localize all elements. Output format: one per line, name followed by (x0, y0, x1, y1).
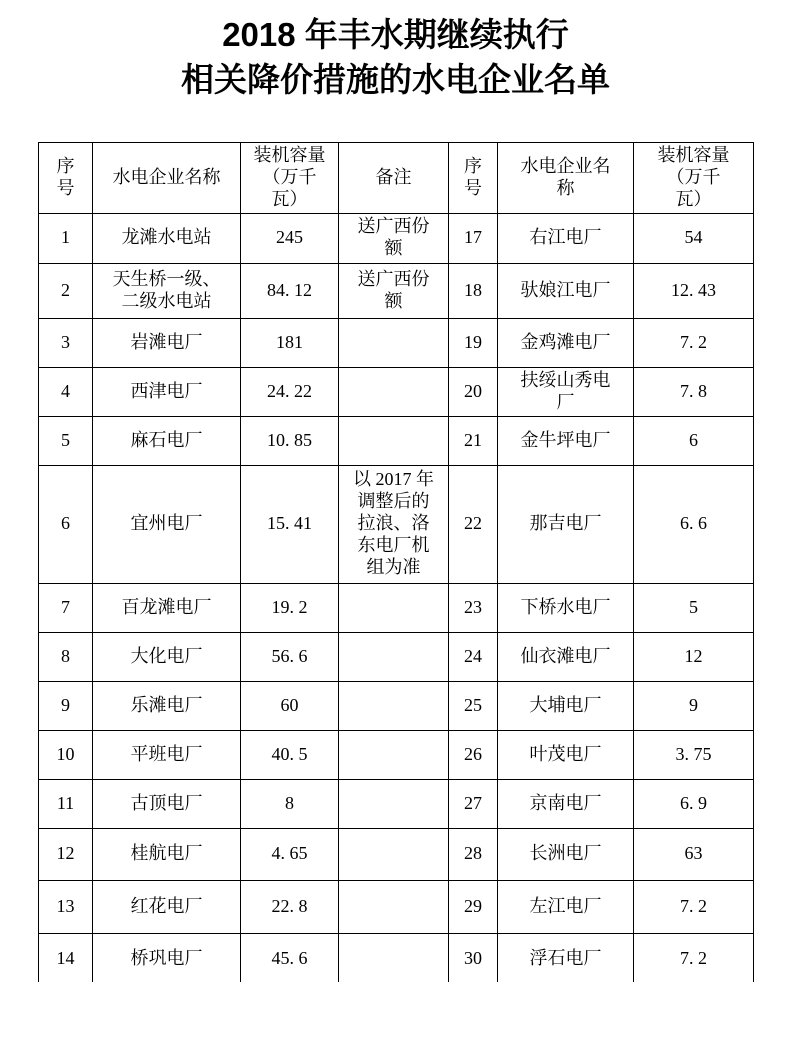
cell-enterprise-left (93, 730, 241, 779)
cell-enterprise-left (93, 933, 241, 982)
cell-enterprise-right-text: 大埔电厂 (529, 694, 602, 715)
document-title-line2: 相关降价措施的水电企业名单 (181, 61, 610, 98)
cell-enterprise-left (93, 880, 241, 933)
cell-serial-right: 22 (449, 465, 498, 583)
table-row (39, 318, 754, 367)
cell-serial-left: 7 (39, 583, 93, 632)
cell-enterprise-right-text: 右江电厂 (529, 227, 602, 248)
cell-serial-left: 11 (39, 779, 93, 828)
cell-enterprise-right-text: 浮石电厂 (529, 948, 602, 969)
cell-serial-left: 8 (39, 632, 93, 681)
hydropower-table (38, 142, 754, 982)
cell-remark (339, 828, 449, 880)
cell-enterprise-right-text: 下桥水电厂 (520, 596, 611, 617)
cell-enterprise-right-text: 驮娘江电厂 (520, 279, 611, 300)
cell-enterprise-right-text: 长洲电厂 (529, 843, 602, 864)
cell-serial-left: 13 (39, 880, 93, 933)
header-capacity-right: 装机容量（万千瓦） (634, 143, 754, 214)
cell-capacity-left: 24. 22 (241, 367, 339, 416)
cell-remark (339, 933, 449, 982)
cell-enterprise-left (93, 465, 241, 583)
cell-capacity-left: 181 (241, 318, 339, 367)
table-row (39, 632, 754, 681)
cell-enterprise-left-text: 红花电厂 (130, 895, 203, 916)
hydropower-table-container (38, 142, 755, 982)
cell-enterprise-right-text: 金牛坪电厂 (520, 429, 611, 450)
cell-enterprise-left-text: 宜州电厂 (130, 513, 203, 534)
cell-serial-left: 10 (39, 730, 93, 779)
cell-serial-left: 4 (39, 367, 93, 416)
cell-remark (339, 367, 449, 416)
cell-capacity-left: 60 (241, 681, 339, 730)
cell-capacity-right: 7. 2 (634, 933, 754, 982)
cell-serial-left: 5 (39, 416, 93, 465)
cell-enterprise-right (498, 779, 634, 828)
cell-remark (339, 632, 449, 681)
cell-capacity-left: 19. 2 (241, 583, 339, 632)
cell-enterprise-left (93, 828, 241, 880)
cell-enterprise-left-text: 平班电厂 (130, 743, 203, 764)
cell-capacity-left: 8 (241, 779, 339, 828)
cell-enterprise-left-text: 西津电厂 (130, 380, 203, 401)
cell-remark-text: 以 2017 年调整后的拉浪、洛东电厂机组为准 (353, 469, 434, 578)
cell-serial-right: 27 (449, 779, 498, 828)
document-title (0, 12, 791, 102)
cell-enterprise-right (498, 828, 634, 880)
cell-enterprise-left-text: 百龙滩电厂 (121, 596, 212, 617)
cell-enterprise-right-text: 叶茂电厂 (529, 743, 602, 764)
cell-remark (339, 416, 449, 465)
cell-enterprise-left (93, 318, 241, 367)
cell-capacity-right: 7. 2 (634, 880, 754, 933)
cell-enterprise-right (498, 933, 634, 982)
cell-capacity-right: 12 (634, 632, 754, 681)
cell-serial-right: 28 (449, 828, 498, 880)
cell-enterprise-right (498, 730, 634, 779)
table-row (39, 367, 754, 416)
cell-capacity-left: 4. 65 (241, 828, 339, 880)
cell-enterprise-left (93, 681, 241, 730)
cell-remark (339, 318, 449, 367)
cell-serial-right: 24 (449, 632, 498, 681)
cell-serial-right: 23 (449, 583, 498, 632)
cell-remark (339, 213, 449, 263)
cell-capacity-right: 6 (634, 416, 754, 465)
cell-enterprise-left-text: 龙滩水电站 (121, 227, 212, 248)
cell-enterprise-right-text: 左江电厂 (529, 895, 602, 916)
cell-enterprise-right-text: 京南电厂 (529, 792, 602, 813)
table-row (39, 416, 754, 465)
cell-capacity-left: 56. 6 (241, 632, 339, 681)
cell-enterprise-left-text: 桥巩电厂 (130, 948, 203, 969)
cell-serial-left: 14 (39, 933, 93, 982)
table-row (39, 213, 754, 263)
cell-enterprise-left (93, 583, 241, 632)
cell-enterprise-left (93, 632, 241, 681)
table-row (39, 681, 754, 730)
cell-enterprise-right (498, 880, 634, 933)
document-title-line1: 2018 年丰水期继续执行 (222, 16, 569, 53)
cell-capacity-right: 6. 6 (634, 465, 754, 583)
cell-capacity-right: 7. 8 (634, 367, 754, 416)
cell-capacity-right: 7. 2 (634, 318, 754, 367)
table-row (39, 828, 754, 880)
cell-enterprise-left-text: 大化电厂 (130, 645, 203, 666)
cell-serial-left: 3 (39, 318, 93, 367)
cell-enterprise-left-text: 桂航电厂 (130, 843, 203, 864)
cell-capacity-left: 245 (241, 213, 339, 263)
header-name-left: 水电企业名称 (93, 143, 241, 214)
table-row (39, 880, 754, 933)
table-body (39, 213, 754, 982)
cell-serial-right: 21 (449, 416, 498, 465)
cell-capacity-right: 6. 9 (634, 779, 754, 828)
table-row (39, 263, 754, 318)
cell-capacity-left: 15. 41 (241, 465, 339, 583)
cell-capacity-left: 22. 8 (241, 880, 339, 933)
table-row (39, 583, 754, 632)
cell-serial-right: 17 (449, 213, 498, 263)
cell-enterprise-left (93, 416, 241, 465)
cell-capacity-right: 54 (634, 213, 754, 263)
cell-capacity-left: 10. 85 (241, 416, 339, 465)
cell-serial-right: 18 (449, 263, 498, 318)
cell-serial-right: 19 (449, 318, 498, 367)
cell-capacity-right: 9 (634, 681, 754, 730)
cell-remark-text: 送广西份额 (357, 216, 430, 259)
cell-capacity-right: 63 (634, 828, 754, 880)
cell-serial-left: 6 (39, 465, 93, 583)
cell-enterprise-left-text: 古顶电厂 (130, 792, 203, 813)
cell-capacity-left: 40. 5 (241, 730, 339, 779)
header-row (39, 143, 754, 214)
header-no-left: 序号 (39, 143, 93, 214)
cell-serial-right: 25 (449, 681, 498, 730)
cell-remark (339, 681, 449, 730)
table-row (39, 465, 754, 583)
cell-serial-right: 30 (449, 933, 498, 982)
cell-enterprise-right (498, 465, 634, 583)
cell-enterprise-right-text: 金鸡滩电厂 (520, 331, 611, 352)
cell-enterprise-left (93, 263, 241, 318)
cell-enterprise-left (93, 367, 241, 416)
cell-serial-left: 2 (39, 263, 93, 318)
header-capacity-left: 装机容量（万千瓦） (241, 143, 339, 214)
cell-enterprise-right (498, 681, 634, 730)
cell-enterprise-right-text: 仙衣滩电厂 (520, 645, 611, 666)
cell-serial-left: 12 (39, 828, 93, 880)
table-row (39, 730, 754, 779)
cell-remark (339, 730, 449, 779)
cell-capacity-left: 45. 6 (241, 933, 339, 982)
cell-remark-text: 送广西份额 (357, 268, 430, 311)
cell-serial-right: 26 (449, 730, 498, 779)
cell-enterprise-right (498, 318, 634, 367)
cell-enterprise-left-text: 天生桥一级、二级水电站 (112, 268, 221, 311)
cell-serial-right: 20 (449, 367, 498, 416)
cell-enterprise-right (498, 416, 634, 465)
cell-enterprise-left (93, 213, 241, 263)
cell-capacity-right: 3. 75 (634, 730, 754, 779)
cell-enterprise-right-text: 扶绥山秀电厂 (520, 369, 611, 412)
cell-enterprise-right (498, 632, 634, 681)
header-no-right: 序号 (449, 143, 498, 214)
cell-serial-left: 1 (39, 213, 93, 263)
cell-remark (339, 880, 449, 933)
table-row (39, 779, 754, 828)
cell-enterprise-left-text: 乐滩电厂 (130, 694, 203, 715)
cell-enterprise-left-text: 麻石电厂 (130, 429, 203, 450)
cell-enterprise-left-text: 岩滩电厂 (130, 331, 203, 352)
header-name-right: 水电企业名称 (498, 143, 634, 214)
cell-remark (339, 465, 449, 583)
cell-enterprise-right (498, 263, 634, 318)
cell-enterprise-right-text: 那吉电厂 (529, 513, 602, 534)
cell-enterprise-right (498, 583, 634, 632)
cell-capacity-right: 12. 43 (634, 263, 754, 318)
table-row (39, 933, 754, 982)
cell-remark (339, 779, 449, 828)
cell-serial-right: 29 (449, 880, 498, 933)
cell-remark (339, 263, 449, 318)
cell-enterprise-right (498, 367, 634, 416)
header-remark: 备注 (339, 143, 449, 214)
cell-serial-left: 9 (39, 681, 93, 730)
cell-remark (339, 583, 449, 632)
cell-enterprise-left (93, 779, 241, 828)
cell-capacity-right: 5 (634, 583, 754, 632)
cell-enterprise-right (498, 213, 634, 263)
cell-capacity-left: 84. 12 (241, 263, 339, 318)
